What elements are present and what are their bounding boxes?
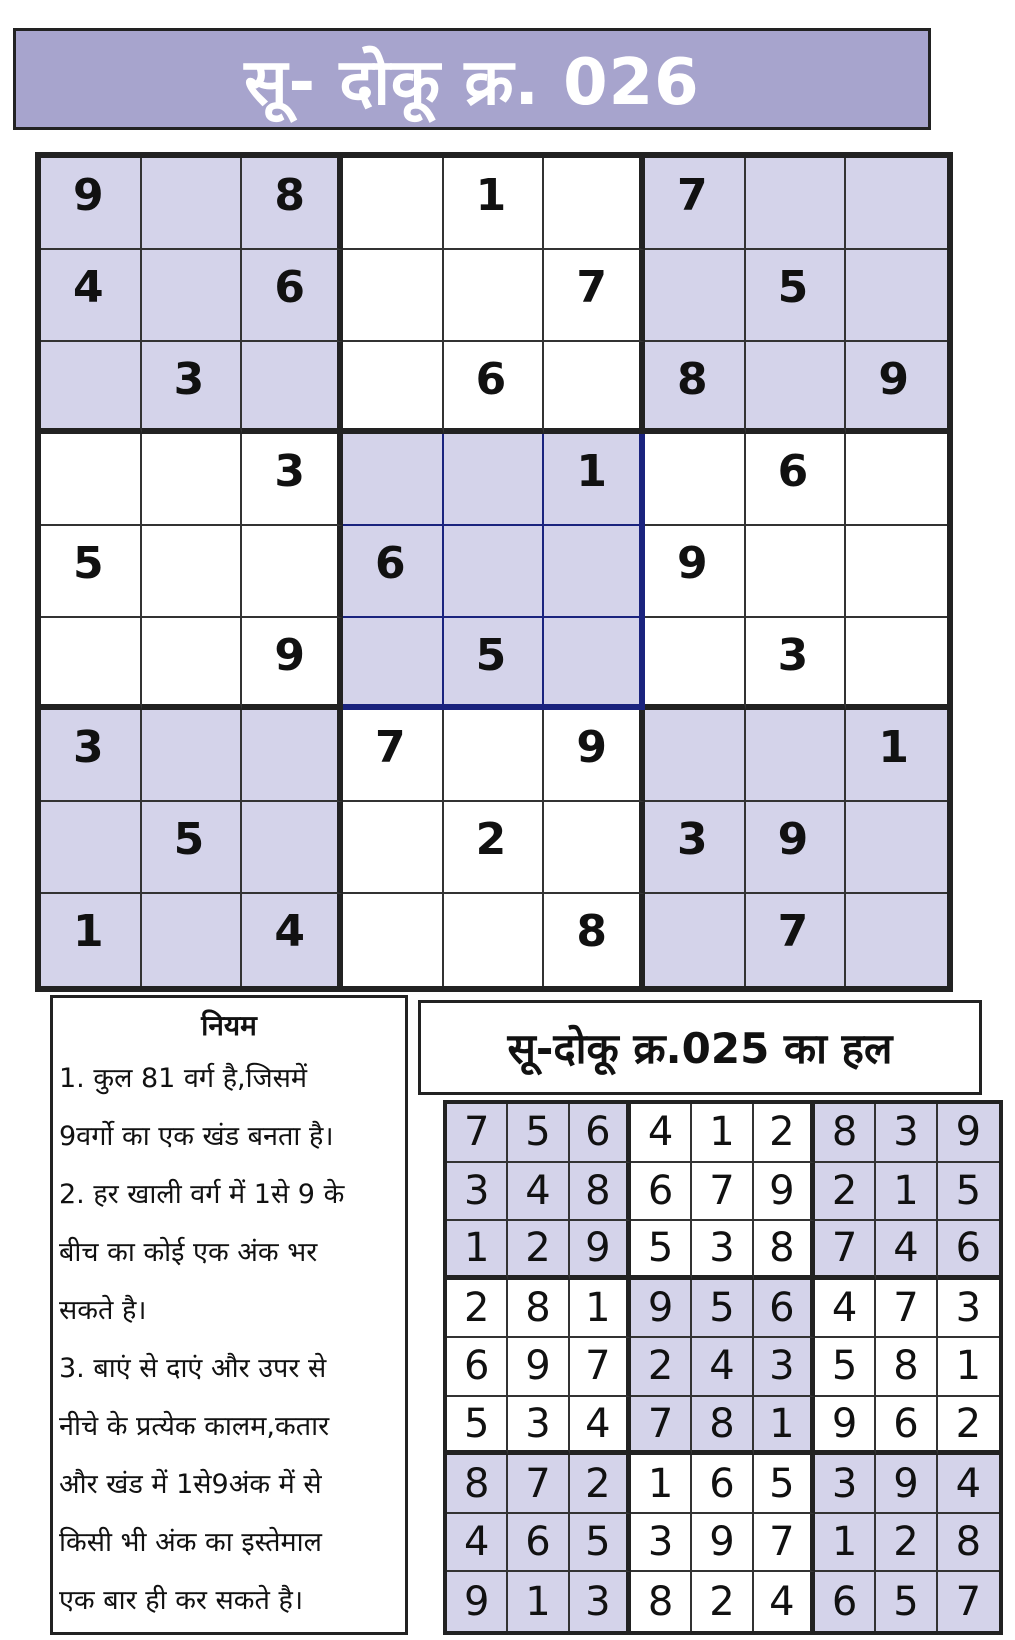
puzzle-cell-r3c4[interactable]	[343, 342, 444, 434]
solution-cell-r3c4: 5	[631, 1221, 692, 1280]
puzzle-cell-r6c4[interactable]	[343, 618, 444, 710]
rules-line: बीच का कोई एक अंक भर	[59, 1237, 318, 1268]
rules-line: और खंड में 1से9अंक में से	[59, 1469, 322, 1500]
puzzle-cell-r9c6: 8	[544, 894, 645, 986]
puzzle-cell-r8c2: 5	[142, 802, 243, 894]
puzzle-cell-r5c4: 6	[343, 526, 444, 618]
solution-cell-r4c5: 5	[692, 1280, 753, 1339]
puzzle-cell-r2c1: 4	[41, 250, 142, 342]
puzzle-cell-r7c5[interactable]	[444, 710, 545, 802]
puzzle-cell-r9c7[interactable]	[645, 894, 746, 986]
solution-cell-r1c9: 9	[938, 1104, 999, 1163]
puzzle-cell-r3c9: 9	[846, 342, 947, 434]
puzzle-cell-r6c3: 9	[242, 618, 343, 710]
puzzle-cell-r2c7[interactable]	[645, 250, 746, 342]
page-title: सू- दोकू क्र. 026	[244, 45, 700, 120]
puzzle-cell-r3c2: 3	[142, 342, 243, 434]
solution-cell-r1c1: 7	[447, 1104, 508, 1163]
solution-cell-r9c2: 1	[508, 1572, 569, 1631]
solution-cell-r2c5: 7	[692, 1163, 753, 1222]
solution-cell-r7c2: 7	[508, 1455, 569, 1514]
sudoku-solution-grid	[443, 1100, 1003, 1635]
puzzle-cell-r7c9: 1	[846, 710, 947, 802]
puzzle-cell-r7c6: 9	[544, 710, 645, 802]
solution-cell-r5c4: 2	[631, 1338, 692, 1397]
solution-cell-r4c4: 9	[631, 1280, 692, 1339]
puzzle-cell-r4c5[interactable]	[444, 434, 545, 526]
puzzle-cell-r3c3[interactable]	[242, 342, 343, 434]
solution-cell-r5c8: 8	[876, 1338, 937, 1397]
rules-text	[59, 1050, 399, 1630]
solution-cell-r5c9: 1	[938, 1338, 999, 1397]
solution-cell-r7c1: 8	[447, 1455, 508, 1514]
puzzle-cell-r1c8[interactable]	[746, 158, 847, 250]
puzzle-cell-r8c6[interactable]	[544, 802, 645, 894]
puzzle-cell-r5c8[interactable]	[746, 526, 847, 618]
puzzle-cell-r7c3[interactable]	[242, 710, 343, 802]
solution-cell-r2c2: 4	[508, 1163, 569, 1222]
solution-cell-r4c8: 7	[876, 1280, 937, 1339]
solution-cell-r3c6: 8	[754, 1221, 815, 1280]
solution-cell-r8c6: 7	[754, 1514, 815, 1573]
solution-cell-r3c9: 6	[938, 1221, 999, 1280]
puzzle-cell-r4c9[interactable]	[846, 434, 947, 526]
puzzle-cell-r5c1: 5	[41, 526, 142, 618]
puzzle-cell-r8c8: 9	[746, 802, 847, 894]
puzzle-cell-r9c1: 1	[41, 894, 142, 986]
puzzle-cell-r4c7[interactable]	[645, 434, 746, 526]
solution-cell-r5c7: 5	[815, 1338, 876, 1397]
solution-cell-r1c4: 4	[631, 1104, 692, 1163]
puzzle-cell-r4c2[interactable]	[142, 434, 243, 526]
solution-cell-r5c6: 3	[754, 1338, 815, 1397]
solution-cell-r6c7: 9	[815, 1397, 876, 1456]
puzzle-cell-r2c4[interactable]	[343, 250, 444, 342]
solution-cell-r6c8: 6	[876, 1397, 937, 1456]
puzzle-cell-r7c4: 7	[343, 710, 444, 802]
solution-cell-r4c6: 6	[754, 1280, 815, 1339]
solution-cell-r6c9: 2	[938, 1397, 999, 1456]
solution-cell-r2c8: 1	[876, 1163, 937, 1222]
solution-cell-r2c6: 9	[754, 1163, 815, 1222]
solution-cell-r3c1: 1	[447, 1221, 508, 1280]
solution-cell-r4c3: 1	[570, 1280, 631, 1339]
solution-cell-r8c8: 2	[876, 1514, 937, 1573]
puzzle-cell-r9c8: 7	[746, 894, 847, 986]
puzzle-cell-r4c3: 3	[242, 434, 343, 526]
puzzle-cell-r8c1[interactable]	[41, 802, 142, 894]
solution-cell-r7c9: 4	[938, 1455, 999, 1514]
rules-title: नियम	[201, 1009, 257, 1042]
puzzle-cell-r9c4[interactable]	[343, 894, 444, 986]
solution-cell-r7c3: 2	[570, 1455, 631, 1514]
solution-cell-r3c5: 3	[692, 1221, 753, 1280]
solution-cell-r1c5: 1	[692, 1104, 753, 1163]
solution-cell-r1c8: 3	[876, 1104, 937, 1163]
solution-cell-r1c2: 5	[508, 1104, 569, 1163]
solution-cell-r7c5: 6	[692, 1455, 753, 1514]
puzzle-cell-r6c7[interactable]	[645, 618, 746, 710]
puzzle-cell-r5c7: 9	[645, 526, 746, 618]
solution-cell-r9c7: 6	[815, 1572, 876, 1631]
puzzle-cell-r1c1: 9	[41, 158, 142, 250]
solution-cell-r5c2: 9	[508, 1338, 569, 1397]
solution-cell-r9c5: 2	[692, 1572, 753, 1631]
puzzle-cell-r3c8[interactable]	[746, 342, 847, 434]
solution-cell-r9c1: 9	[447, 1572, 508, 1631]
solution-cell-r2c3: 8	[570, 1163, 631, 1222]
solution-cell-r8c9: 8	[938, 1514, 999, 1573]
puzzle-cell-r4c4[interactable]	[343, 434, 444, 526]
solution-cell-r2c9: 5	[938, 1163, 999, 1222]
puzzle-cell-r7c2[interactable]	[142, 710, 243, 802]
title-banner	[13, 28, 931, 130]
solution-cell-r6c2: 3	[508, 1397, 569, 1456]
puzzle-cell-r8c7: 3	[645, 802, 746, 894]
puzzle-cell-r9c5[interactable]	[444, 894, 545, 986]
puzzle-cell-r1c4[interactable]	[343, 158, 444, 250]
solution-cell-r6c1: 5	[447, 1397, 508, 1456]
solution-cell-r9c3: 3	[570, 1572, 631, 1631]
solution-cell-r4c9: 3	[938, 1280, 999, 1339]
solution-cell-r3c7: 7	[815, 1221, 876, 1280]
solution-cell-r3c8: 4	[876, 1221, 937, 1280]
solution-cell-r4c1: 2	[447, 1280, 508, 1339]
puzzle-cell-r5c2[interactable]	[142, 526, 243, 618]
rules-line: नीचे के प्रत्येक कालम,कतार	[59, 1411, 330, 1442]
solution-cell-r8c5: 9	[692, 1514, 753, 1573]
puzzle-cell-r8c9[interactable]	[846, 802, 947, 894]
puzzle-cell-r2c5[interactable]	[444, 250, 545, 342]
solution-cell-r8c4: 3	[631, 1514, 692, 1573]
solution-cell-r5c5: 4	[692, 1338, 753, 1397]
solution-title: सू-दोकू क्र.025 का हल	[507, 1024, 893, 1073]
solution-cell-r6c3: 4	[570, 1397, 631, 1456]
rules-line: 1. कुल 81 वर्ग है,जिसमें	[59, 1063, 308, 1094]
solution-cell-r8c3: 5	[570, 1514, 631, 1573]
rules-line: 2. हर खाली वर्ग में 1से 9 के	[59, 1179, 345, 1210]
solution-cell-r3c2: 2	[508, 1221, 569, 1280]
puzzle-cell-r3c6[interactable]	[544, 342, 645, 434]
rules-line: 9वर्गो का एक खंड बनता है।	[59, 1121, 334, 1152]
puzzle-cell-r7c8[interactable]	[746, 710, 847, 802]
puzzle-cell-r5c5[interactable]	[444, 526, 545, 618]
puzzle-cell-r5c9[interactable]	[846, 526, 947, 618]
solution-cell-r6c6: 1	[754, 1397, 815, 1456]
puzzle-cell-r3c7: 8	[645, 342, 746, 434]
puzzle-cell-r9c3: 4	[242, 894, 343, 986]
solution-cell-r8c7: 1	[815, 1514, 876, 1573]
puzzle-cell-r6c1[interactable]	[41, 618, 142, 710]
puzzle-cell-r1c3: 8	[242, 158, 343, 250]
solution-cell-r1c6: 2	[754, 1104, 815, 1163]
puzzle-cell-r6c6[interactable]	[544, 618, 645, 710]
puzzle-cell-r1c9[interactable]	[846, 158, 947, 250]
puzzle-cell-r6c8: 3	[746, 618, 847, 710]
puzzle-cell-r3c1[interactable]	[41, 342, 142, 434]
puzzle-cell-r4c8: 6	[746, 434, 847, 526]
puzzle-cell-r9c9[interactable]	[846, 894, 947, 986]
solution-cell-r6c5: 8	[692, 1397, 753, 1456]
solution-cell-r4c7: 4	[815, 1280, 876, 1339]
solution-cell-r5c1: 6	[447, 1338, 508, 1397]
rules-line: किसी भी अंक का इस्तेमाल	[59, 1527, 322, 1558]
puzzle-cell-r6c2[interactable]	[142, 618, 243, 710]
puzzle-cell-r5c3[interactable]	[242, 526, 343, 618]
puzzle-cell-r5c6[interactable]	[544, 526, 645, 618]
sudoku-puzzle-grid	[35, 152, 953, 992]
solution-cell-r9c9: 7	[938, 1572, 999, 1631]
puzzle-cell-r8c4[interactable]	[343, 802, 444, 894]
puzzle-cell-r7c7[interactable]	[645, 710, 746, 802]
solution-cell-r1c3: 6	[570, 1104, 631, 1163]
solution-cell-r7c6: 5	[754, 1455, 815, 1514]
puzzle-cell-r4c6: 1	[544, 434, 645, 526]
puzzle-cell-r9c2[interactable]	[142, 894, 243, 986]
puzzle-cell-r7c1: 3	[41, 710, 142, 802]
rules-line: 3. बाएं से दाएं और उपर से	[59, 1353, 327, 1384]
puzzle-cell-r4c1[interactable]	[41, 434, 142, 526]
solution-cell-r2c7: 2	[815, 1163, 876, 1222]
puzzle-cell-r8c3[interactable]	[242, 802, 343, 894]
solution-cell-r4c2: 8	[508, 1280, 569, 1339]
solution-cell-r8c2: 6	[508, 1514, 569, 1573]
puzzle-cell-r1c7: 7	[645, 158, 746, 250]
solution-cell-r9c4: 8	[631, 1572, 692, 1631]
solution-cell-r1c7: 8	[815, 1104, 876, 1163]
solution-cell-r9c8: 5	[876, 1572, 937, 1631]
solution-cell-r9c6: 4	[754, 1572, 815, 1631]
solution-cell-r7c4: 1	[631, 1455, 692, 1514]
puzzle-cell-r2c8: 5	[746, 250, 847, 342]
solution-cell-r2c1: 3	[447, 1163, 508, 1222]
puzzle-cell-r1c6[interactable]	[544, 158, 645, 250]
puzzle-cell-r2c6: 7	[544, 250, 645, 342]
rules-line: सकते है।	[59, 1295, 147, 1326]
solution-cell-r5c3: 7	[570, 1338, 631, 1397]
puzzle-cell-r8c5: 2	[444, 802, 545, 894]
solution-cell-r3c3: 9	[570, 1221, 631, 1280]
solution-cell-r6c4: 7	[631, 1397, 692, 1456]
puzzle-cell-r2c9[interactable]	[846, 250, 947, 342]
puzzle-cell-r2c3: 6	[242, 250, 343, 342]
puzzle-cell-r2c2[interactable]	[142, 250, 243, 342]
puzzle-cell-r6c5: 5	[444, 618, 545, 710]
puzzle-cell-r3c5: 6	[444, 342, 545, 434]
solution-cell-r2c4: 6	[631, 1163, 692, 1222]
puzzle-cell-r1c2[interactable]	[142, 158, 243, 250]
rules-line: एक बार ही कर सकते है।	[59, 1585, 304, 1616]
solution-banner	[418, 1000, 982, 1095]
rules-box	[50, 995, 408, 1635]
solution-cell-r8c1: 4	[447, 1514, 508, 1573]
solution-cell-r7c8: 9	[876, 1455, 937, 1514]
puzzle-cell-r6c9[interactable]	[846, 618, 947, 710]
solution-cell-r7c7: 3	[815, 1455, 876, 1514]
puzzle-cell-r1c5: 1	[444, 158, 545, 250]
